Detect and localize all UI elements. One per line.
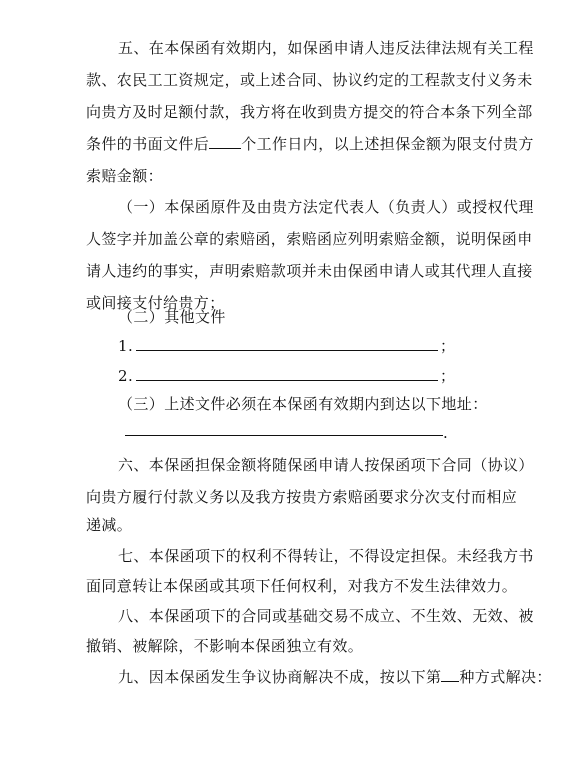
item-2-sub-2-blank-line	[136, 380, 438, 381]
clause-5-line-3: 向贵方及时足额付款，我方将在收到贵方提交的符合本条下列全部	[86, 103, 533, 121]
clause-8-line-1: 八、本保函项下的合同或基础交易不成立、不生效、无效、被	[118, 607, 534, 625]
clause-7-line-1: 七、本保函项下的权利不得转让，不得设定担保。未经我方书	[118, 547, 534, 565]
clause-9-line-1	[118, 667, 552, 687]
item-1-line-3: 请人违约的事实，声明索赔款项并未由保函申请人或其代理人直接	[86, 262, 533, 280]
clause-9-part-b: 种方式解决：	[459, 668, 552, 686]
clause-5-line-2: 款、农民工工资规定，或上述合同、协议约定的工程款支付义务未	[86, 71, 533, 89]
item-2-sub-2-number: 2.	[118, 367, 134, 385]
clause-5-line-4	[86, 134, 534, 154]
clause-9-part-a: 九、因本保函发生争议协商解决不成，按以下第	[118, 668, 442, 686]
item-2-sub-1-blank-line	[136, 350, 438, 351]
clause-7-line-2: 面同意转让本保函或其项下任何权利，对我方不发生法律效力。	[86, 577, 518, 595]
item-1-line-4: 或间接支付给贵方；	[86, 294, 225, 312]
clause-5-line-1: 五、在本保函有效期内，如保函申请人违反法律法规有关工程	[118, 39, 534, 57]
clause-6-line-1: 六、本保函担保金额将随保函申请人按保函项下合同（协议）	[118, 456, 534, 474]
method-number-blank	[441, 667, 459, 682]
clause-5-line-4-part-a: 条件的书面文件后	[86, 135, 210, 153]
address-blank-line	[125, 435, 443, 436]
days-blank	[209, 134, 241, 149]
clause-6-line-3: 递减。	[86, 516, 133, 534]
item-1-line-1: （一）本保函原件及由贵方法定代表人（负责人）或授权代理	[118, 198, 534, 216]
item-3-text: （三）上述文件必须在本保函有效期内到达以下地址：	[118, 395, 488, 413]
item-1-line-2: 人签字并加盖公章的索赔函，索赔函应列明索赔金额，说明保函申	[86, 230, 533, 248]
clause-5-line-5: 索赔金额：	[86, 167, 164, 185]
item-2-heading: （二）其他文件	[118, 308, 226, 326]
item-2-sub-2-end: ；	[440, 367, 456, 385]
item-2-sub-1-end: ；	[440, 337, 456, 355]
clause-8-line-2: 撤销、被解除，不影响本保函独立有效。	[86, 637, 364, 655]
clause-5-line-4-part-b: 个工作日内，以上述担保金额为限支付贵方	[241, 135, 534, 153]
item-2-sub-1-number: 1.	[118, 337, 134, 355]
clause-6-line-2: 向贵方履行付款义务以及我方按贵方索赔函要求分次支付而相应	[86, 488, 518, 506]
address-end-period: .	[443, 424, 449, 442]
